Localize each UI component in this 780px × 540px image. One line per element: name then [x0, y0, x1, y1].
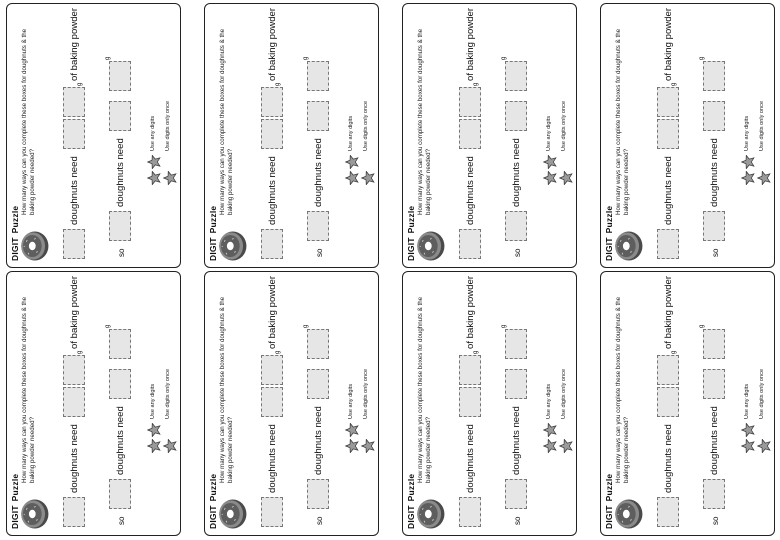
row1-label: doughnuts need	[267, 156, 278, 225]
rule-any-digits: Use any digits	[744, 115, 750, 151]
star-icon	[163, 439, 177, 453]
answer-box-doughnuts-2[interactable]	[109, 211, 131, 241]
doughnut-icon	[413, 497, 447, 531]
doughnut-icon	[611, 497, 645, 531]
puzzle-card-5	[6, 271, 181, 536]
answer-box-doughnuts-2[interactable]	[109, 479, 131, 509]
star-icon	[543, 423, 557, 437]
card-content	[601, 273, 773, 535]
unit-label-2: g	[303, 56, 309, 60]
answer-box-powder-1b[interactable]	[63, 87, 85, 117]
star-icon	[559, 171, 573, 185]
so-label: so	[513, 248, 522, 257]
answer-box-powder-2b[interactable]	[109, 61, 131, 91]
star-icon	[543, 171, 557, 185]
answer-box-powder-1b[interactable]	[459, 87, 481, 117]
answer-box-powder-2b[interactable]	[703, 329, 725, 359]
title-suffix: Puzzle	[10, 205, 20, 234]
answer-box-doughnuts-1[interactable]	[261, 229, 283, 259]
row1-label: doughnuts need	[663, 156, 674, 225]
card-content	[403, 273, 575, 535]
rule-any-digits: Use any digits	[348, 383, 354, 419]
so-label: so	[711, 516, 720, 525]
unit-label-1: g	[77, 350, 83, 354]
star-icon	[741, 439, 755, 453]
row1-label: doughnuts need	[267, 424, 278, 493]
row2-label: doughnuts need	[115, 138, 126, 207]
unit-label-2: g	[501, 324, 507, 328]
rule-any-digits: Use any digits	[546, 115, 552, 151]
puzzle-title	[604, 474, 614, 529]
question-text: How many ways can you complete these boxes for doughnuts & the baking powder needed?	[219, 28, 234, 215]
answer-box-powder-2b[interactable]	[505, 61, 527, 91]
answer-box-doughnuts-2[interactable]	[505, 479, 527, 509]
row2-label: doughnuts need	[313, 406, 324, 475]
star-icon	[147, 171, 161, 185]
rule-any-digits: Use any digits	[150, 115, 156, 151]
unit-label-2: g	[105, 56, 111, 60]
star-icon	[361, 171, 375, 185]
unit-label-2: g	[105, 324, 111, 328]
row2-label: doughnuts need	[313, 138, 324, 207]
answer-box-powder-2b[interactable]	[505, 329, 527, 359]
title-text: DIGIT	[406, 505, 416, 529]
row1-suffix: of baking powder	[267, 7, 278, 81]
star-icon	[345, 423, 359, 437]
title-suffix: Puzzle	[208, 205, 218, 234]
answer-box-doughnuts-2[interactable]	[505, 211, 527, 241]
card-content	[7, 273, 179, 535]
question-text: How many ways can you complete these boxes for doughnuts & the baking powder needed?	[21, 296, 36, 483]
puzzle-card-8	[600, 271, 775, 536]
puzzle-title	[10, 474, 20, 529]
answer-box-powder-2b[interactable]	[703, 61, 725, 91]
row1-suffix: of baking powder	[69, 7, 80, 81]
row2-label: doughnuts need	[709, 138, 720, 207]
star-icon	[543, 155, 557, 169]
answer-box-doughnuts-1[interactable]	[63, 497, 85, 527]
rule-digits-once: Use digits only once	[561, 368, 567, 419]
rule-digits-once: Use digits only once	[561, 100, 567, 151]
row1-suffix: of baking powder	[465, 7, 476, 81]
row1-suffix: of baking powder	[663, 7, 674, 81]
answer-box-doughnuts-1[interactable]	[657, 229, 679, 259]
unit-label-1: g	[473, 350, 479, 354]
answer-box-powder-1a[interactable]	[63, 387, 85, 417]
row1-label: doughnuts need	[663, 424, 674, 493]
title-suffix: Puzzle	[604, 473, 614, 502]
star-icon	[361, 439, 375, 453]
row1-label: doughnuts need	[69, 156, 80, 225]
answer-box-doughnuts-2[interactable]	[703, 211, 725, 241]
star-icon	[559, 439, 573, 453]
answer-box-powder-2b[interactable]	[307, 329, 329, 359]
rule-digits-once: Use digits only once	[363, 100, 369, 151]
star-icon	[345, 439, 359, 453]
rule-any-digits: Use any digits	[546, 383, 552, 419]
title-text: DIGIT	[208, 505, 218, 529]
question-text: How many ways can you complete these boxes for doughnuts & the baking powder needed?	[417, 296, 432, 483]
answer-box-powder-2a[interactable]	[109, 369, 131, 399]
answer-box-powder-2a[interactable]	[307, 369, 329, 399]
star-icon	[757, 171, 771, 185]
unit-label-1: g	[671, 350, 677, 354]
star-icon	[163, 171, 177, 185]
so-label: so	[315, 516, 324, 525]
row1-suffix: of baking powder	[267, 275, 278, 349]
unit-label-1: g	[77, 82, 83, 86]
answer-box-powder-1a[interactable]	[459, 119, 481, 149]
answer-box-powder-1b[interactable]	[261, 355, 283, 385]
title-text: DIGIT	[10, 505, 20, 529]
answer-box-powder-1a[interactable]	[63, 119, 85, 149]
so-label: so	[117, 516, 126, 525]
row2-label: doughnuts need	[709, 406, 720, 475]
star-icon	[757, 439, 771, 453]
star-icon	[543, 439, 557, 453]
puzzle-card-2	[204, 3, 379, 268]
row2-label: doughnuts need	[511, 406, 522, 475]
puzzle-card-4	[600, 3, 775, 268]
answer-box-doughnuts-1[interactable]	[63, 229, 85, 259]
question-text: How many ways can you complete these boxes for doughnuts & the baking powder needed?	[615, 28, 630, 215]
rule-digits-once: Use digits only once	[363, 368, 369, 419]
unit-label-2: g	[501, 56, 507, 60]
title-suffix: Puzzle	[406, 473, 416, 502]
answer-box-powder-2a[interactable]	[307, 101, 329, 131]
puzzle-title	[604, 206, 614, 261]
row1-label: doughnuts need	[465, 424, 476, 493]
answer-box-doughnuts-2[interactable]	[703, 479, 725, 509]
puzzle-title	[10, 206, 20, 261]
star-icon	[345, 171, 359, 185]
unit-label-1: g	[473, 82, 479, 86]
doughnut-icon	[17, 497, 51, 531]
rule-any-digits: Use any digits	[150, 383, 156, 419]
star-icon	[345, 155, 359, 169]
answer-box-doughnuts-1[interactable]	[459, 497, 481, 527]
answer-box-powder-2a[interactable]	[505, 369, 527, 399]
title-text: DIGIT	[604, 505, 614, 529]
card-content	[601, 5, 773, 267]
title-suffix: Puzzle	[604, 205, 614, 234]
title-text: DIGIT	[208, 237, 218, 261]
doughnut-icon	[215, 497, 249, 531]
title-text: DIGIT	[406, 237, 416, 261]
star-icon	[741, 155, 755, 169]
puzzle-card-6	[204, 271, 379, 536]
puzzle-title	[208, 206, 218, 261]
row1-suffix: of baking powder	[465, 275, 476, 349]
row1-suffix: of baking powder	[663, 275, 674, 349]
doughnut-icon	[611, 229, 645, 263]
rule-digits-once: Use digits only once	[165, 100, 171, 151]
answer-box-powder-1a[interactable]	[657, 119, 679, 149]
unit-label-1: g	[671, 82, 677, 86]
doughnut-icon	[215, 229, 249, 263]
rule-digits-once: Use digits only once	[165, 368, 171, 419]
answer-box-powder-2b[interactable]	[109, 329, 131, 359]
question-text: How many ways can you complete these boxes for doughnuts & the baking powder needed?	[417, 28, 432, 215]
unit-label-1: g	[275, 82, 281, 86]
card-content	[205, 5, 377, 267]
answer-box-powder-1a[interactable]	[261, 119, 283, 149]
answer-box-powder-1a[interactable]	[459, 387, 481, 417]
answer-box-doughnuts-2[interactable]	[307, 479, 329, 509]
puzzle-card-1	[6, 3, 181, 268]
answer-box-powder-1b[interactable]	[459, 355, 481, 385]
puzzle-title	[208, 474, 218, 529]
card-content	[7, 5, 179, 267]
answer-box-doughnuts-1[interactable]	[261, 497, 283, 527]
star-icon	[147, 423, 161, 437]
puzzle-title	[406, 206, 416, 261]
puzzle-title	[406, 474, 416, 529]
answer-box-doughnuts-1[interactable]	[459, 229, 481, 259]
answer-box-powder-1a[interactable]	[657, 387, 679, 417]
question-text: How many ways can you complete these boxes for doughnuts & the baking powder needed?	[615, 296, 630, 483]
puzzle-card-3	[402, 3, 577, 268]
card-content	[403, 5, 575, 267]
answer-box-powder-2b[interactable]	[307, 61, 329, 91]
puzzle-card-7	[402, 271, 577, 536]
so-label: so	[315, 248, 324, 257]
unit-label-2: g	[699, 324, 705, 328]
unit-label-2: g	[699, 56, 705, 60]
unit-label-1: g	[275, 350, 281, 354]
answer-box-doughnuts-2[interactable]	[307, 211, 329, 241]
title-suffix: Puzzle	[208, 473, 218, 502]
rule-any-digits: Use any digits	[744, 383, 750, 419]
unit-label-2: g	[303, 324, 309, 328]
answer-box-powder-2a[interactable]	[109, 101, 131, 131]
answer-box-powder-1b[interactable]	[657, 87, 679, 117]
star-icon	[147, 439, 161, 453]
row1-label: doughnuts need	[465, 156, 476, 225]
row2-label: doughnuts need	[511, 138, 522, 207]
so-label: so	[711, 248, 720, 257]
star-icon	[147, 155, 161, 169]
question-text: How many ways can you complete these boxes for doughnuts & the baking powder needed?	[21, 28, 36, 215]
row2-label: doughnuts need	[115, 406, 126, 475]
star-icon	[741, 423, 755, 437]
answer-box-powder-1a[interactable]	[261, 387, 283, 417]
so-label: so	[513, 516, 522, 525]
answer-box-powder-1b[interactable]	[657, 355, 679, 385]
rule-any-digits: Use any digits	[348, 115, 354, 151]
title-text: DIGIT	[604, 237, 614, 261]
rule-digits-once: Use digits only once	[759, 368, 765, 419]
row1-label: doughnuts need	[69, 424, 80, 493]
title-text: DIGIT	[10, 237, 20, 261]
answer-box-powder-2a[interactable]	[703, 101, 725, 131]
so-label: so	[117, 248, 126, 257]
answer-box-powder-1b[interactable]	[63, 355, 85, 385]
rule-digits-once: Use digits only once	[759, 100, 765, 151]
title-suffix: Puzzle	[10, 473, 20, 502]
answer-box-powder-2a[interactable]	[703, 369, 725, 399]
answer-box-powder-2a[interactable]	[505, 101, 527, 131]
answer-box-powder-1b[interactable]	[261, 87, 283, 117]
doughnut-icon	[17, 229, 51, 263]
star-icon	[741, 171, 755, 185]
row1-suffix: of baking powder	[69, 275, 80, 349]
title-suffix: Puzzle	[406, 205, 416, 234]
answer-box-doughnuts-1[interactable]	[657, 497, 679, 527]
doughnut-icon	[413, 229, 447, 263]
card-content	[205, 273, 377, 535]
question-text: How many ways can you complete these boxes for doughnuts & the baking powder needed?	[219, 296, 234, 483]
